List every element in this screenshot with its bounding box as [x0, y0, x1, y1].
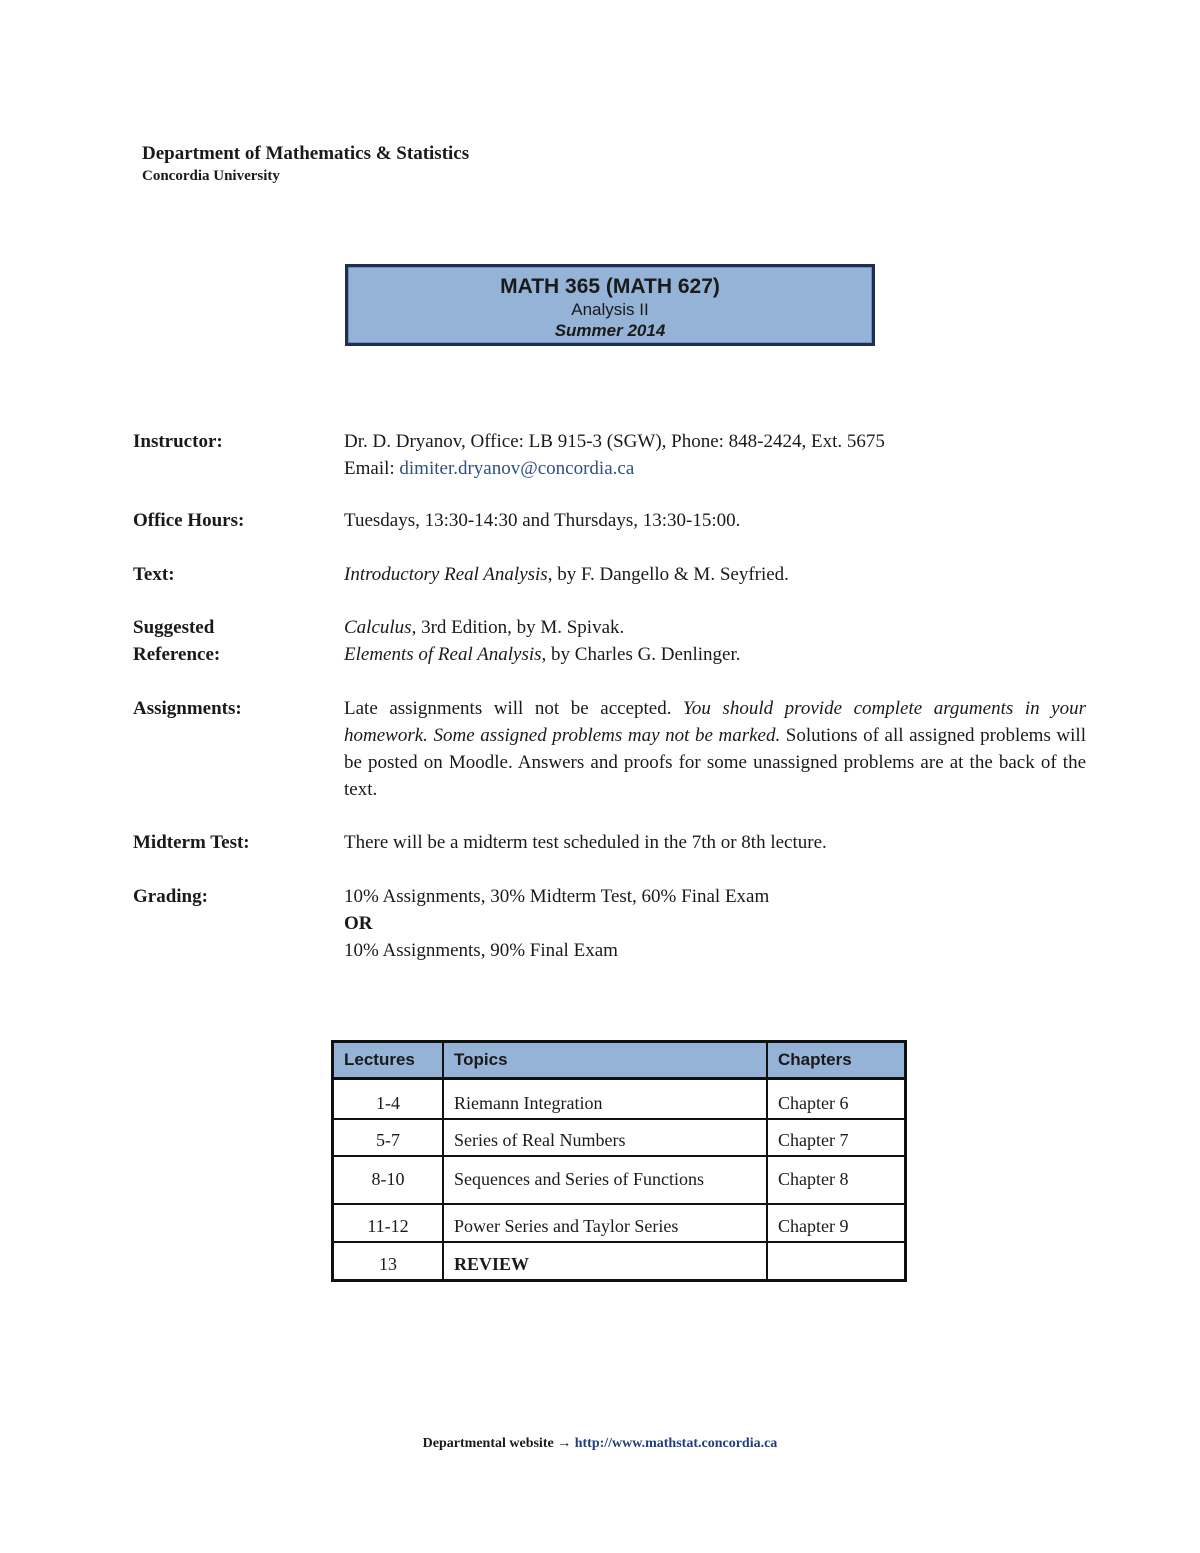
instructor-email-link[interactable]: dimiter.dryanov@concordia.ca	[399, 458, 635, 479]
reference-label	[133, 614, 333, 668]
lecture-cell: 8-10	[333, 1156, 444, 1204]
reference-2-details: , by Charles G. Denlinger.	[541, 644, 741, 665]
topic-cell: Sequences and Series of Functions	[443, 1156, 767, 1204]
grading-value	[344, 883, 1086, 964]
chapter-cell: Chapter 6	[767, 1079, 906, 1119]
text-value	[344, 561, 1086, 588]
grading-option-2: 10% Assignments, 90% Final Exam	[344, 940, 618, 961]
topic-cell: REVIEW	[443, 1242, 767, 1281]
topic-cell: Riemann Integration	[443, 1079, 767, 1119]
assignments-policy: Late assignments will not be accepted.	[344, 698, 684, 719]
table-row	[333, 1156, 906, 1204]
header-lectures: Lectures	[333, 1042, 444, 1079]
office-hours-label: Office Hours:	[133, 510, 245, 531]
table-row	[333, 1119, 906, 1156]
midterm-value: There will be a midterm test scheduled in the 7th or 8th lecture.	[344, 832, 827, 853]
header-topics: Topics	[443, 1042, 767, 1079]
lecture-cell: 11-12	[333, 1204, 444, 1242]
instructor-label: Instructor:	[133, 431, 223, 452]
reference-2	[344, 641, 1086, 668]
chapter-cell: Chapter 9	[767, 1204, 906, 1242]
chapter-cell: Chapter 7	[767, 1119, 906, 1156]
textbook-authors: , by F. Dangello & M. Seyfried.	[547, 564, 789, 585]
topic-cell: Power Series and Taylor Series	[443, 1204, 767, 1242]
instructor-details: Dr. D. Dryanov, Office: LB 915-3 (SGW), Phone: 848-2424, Ext. 5675	[344, 431, 885, 452]
assignments-label: Assignments:	[133, 698, 242, 719]
course-title: Analysis II	[571, 300, 649, 319]
text-label: Text:	[133, 564, 175, 585]
table-row	[333, 1079, 906, 1119]
reference-value	[344, 614, 1086, 668]
office-hours-value: Tuesdays, 13:30-14:30 and Thursdays, 13:30-15:00.	[344, 510, 741, 531]
reference-label-line1: Suggested	[133, 617, 215, 638]
table-row	[333, 1204, 906, 1242]
topic-cell: Series of Real Numbers	[443, 1119, 767, 1156]
lecture-cell: 5-7	[333, 1119, 444, 1156]
reference-1-title: Calculus	[344, 617, 412, 638]
footer	[0, 1436, 1200, 1452]
chapter-cell: Chapter 8	[767, 1156, 906, 1204]
course-term: Summer 2014	[554, 321, 666, 340]
email-label: Email:	[344, 458, 395, 479]
table-header-row	[333, 1042, 906, 1079]
arrow-icon: →	[557, 1436, 572, 1451]
lecture-cell: 1-4	[333, 1079, 444, 1119]
assignments-value	[344, 695, 1086, 803]
reference-label-line2: Reference:	[133, 644, 221, 665]
department-name: Department of Mathematics & Statistics	[142, 143, 470, 164]
lecture-cell: 13	[333, 1242, 444, 1281]
footer-label: Departmental website	[422, 1436, 558, 1451]
university-name: Concordia University	[142, 168, 280, 184]
department-header	[142, 142, 469, 186]
midterm-label: Midterm Test:	[133, 832, 250, 853]
header-chapters: Chapters	[767, 1042, 906, 1079]
chapter-cell	[767, 1242, 906, 1281]
textbook-title: Introductory Real Analysis	[344, 564, 548, 585]
lecture-schedule-table	[331, 1040, 907, 1282]
assignments-solutions: Solutions of all assigned problems will be posted on Moodle. Answers and proofs for some unassigned problems are at the back of the text.	[344, 725, 1086, 800]
grading-option-1: 10% Assignments, 30% Midterm Test, 60% Final Exam	[344, 886, 770, 907]
instructor-value	[344, 428, 1086, 482]
reference-1-details: , 3rd Edition, by M. Spivak.	[411, 617, 625, 638]
grading-or: OR	[344, 913, 373, 934]
department-website-link[interactable]: http://www.mathstat.concordia.ca	[574, 1436, 778, 1451]
assignments-emphasis: You should provide complete arguments in your homework. Some assigned problems may not be marked.	[344, 698, 1086, 746]
grading-label: Grading:	[133, 886, 208, 907]
instructor-email-line	[344, 455, 1086, 482]
reference-1	[344, 614, 1086, 641]
course-code: MATH 365 (MATH 627)	[500, 275, 720, 298]
table-row	[333, 1242, 906, 1281]
course-title-box	[345, 264, 875, 346]
reference-2-title: Elements of Real Analysis	[344, 644, 542, 665]
